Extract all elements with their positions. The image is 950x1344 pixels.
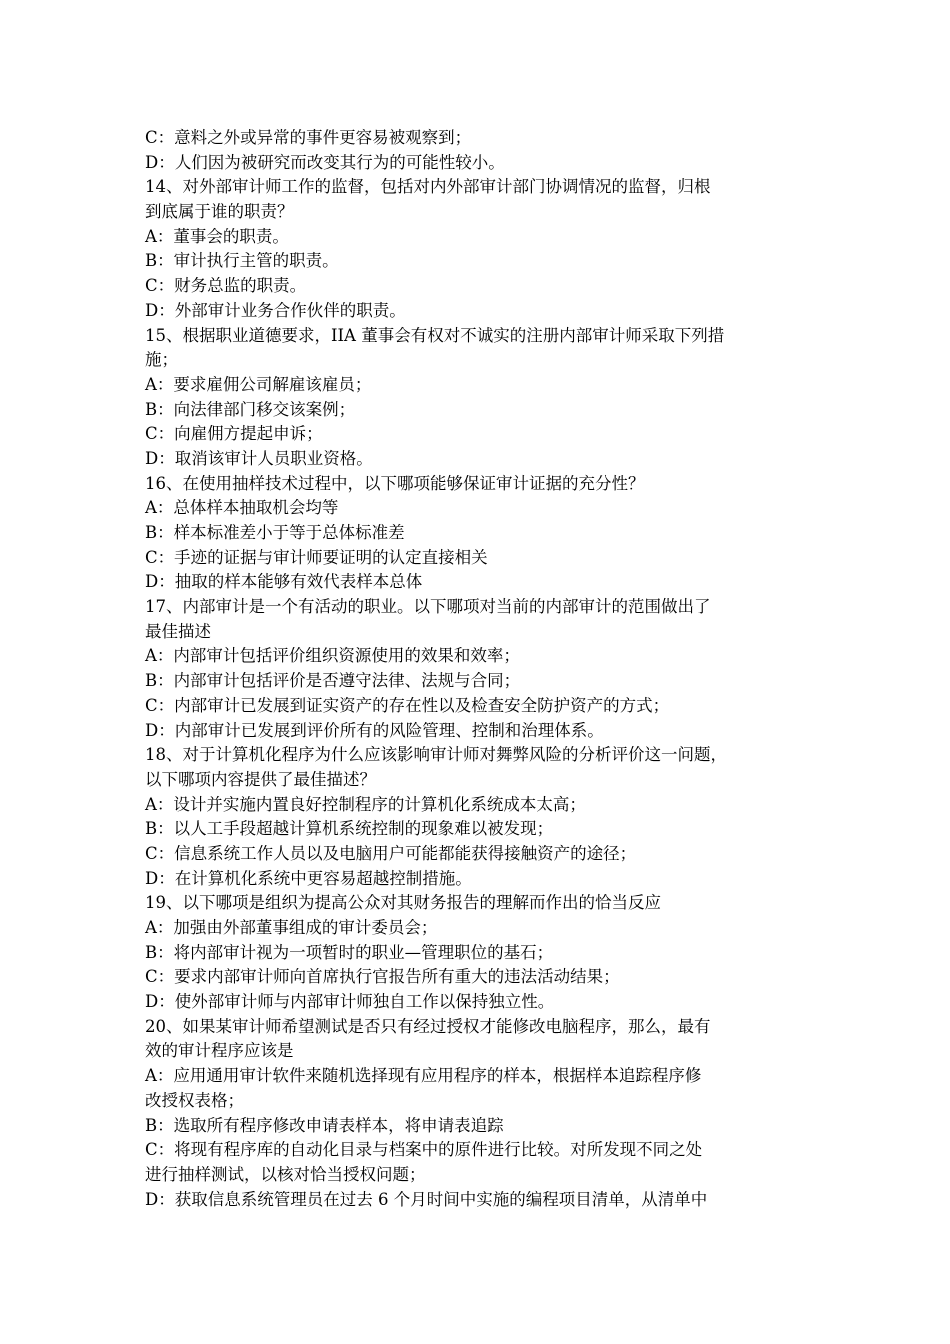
option-line: A：要求雇佣公司解雇该雇员； <box>145 374 372 394</box>
option-line: A：设计并实施内置良好控制程序的计算机化系统成本太高； <box>145 794 586 814</box>
option-line: A：总体样本抽取机会均等 <box>145 498 339 518</box>
option-line: B：将内部审计视为一项暂时的职业—管理职位的基石； <box>145 942 554 962</box>
option-line: C：内部审计已发展到证实资产的存在性以及检查安全防护资产的方式； <box>145 695 670 715</box>
question-19-line: 19、以下哪项是组织为提高公众对其财务报告的理解而作出的恰当反应 <box>145 893 661 913</box>
option-line: D：取消该审计人员职业资格。 <box>145 448 373 468</box>
question-17-line: 17、内部审计是一个有活动的职业。以下哪项对当前的内部审计的范围做出了 <box>145 597 711 617</box>
text-line: C：意料之外或异常的事件更容易被观察到； <box>145 128 472 147</box>
option-line: D：使外部审计师与内部审计师独自工作以保持独立性。 <box>145 992 555 1012</box>
question-18-line: 18、对于计算机化程序为什么应该影响审计师对舞弊风险的分析评价这一问题， <box>145 745 727 765</box>
option-line: C：信息系统工作人员以及电脑用户可能都能获得接触资产的途径； <box>145 843 637 863</box>
option-line: B：样本标准差小于等于总体标准差 <box>145 523 405 542</box>
text-line: 到底属于谁的职责？ <box>145 202 294 222</box>
option-line: B：审计执行主管的职责。 <box>145 251 339 271</box>
text-line: 施； <box>145 350 178 370</box>
text-line: 进行抽样测试，以核对恰当授权问题； <box>145 1164 426 1184</box>
option-line: D：在计算机化系统中更容易超越控制措施。 <box>145 868 472 888</box>
text-line: D：人们因为被研究而改变其行为的可能性较小。 <box>145 152 505 172</box>
question-14-line: 14、对外部审计师工作的监督，包括对内外部审计部门协调情况的监督，归根 <box>145 177 711 197</box>
option-line: B：以人工手段超越计算机系统控制的现象难以被发现； <box>145 819 554 839</box>
option-line: A：董事会的职责。 <box>145 226 289 246</box>
text-line: 最佳描述 <box>145 621 211 641</box>
option-line: C：财务总监的职责。 <box>145 276 307 296</box>
text-line: 以下哪项内容提供了最佳描述？ <box>145 769 376 789</box>
document-body <box>145 126 825 1212</box>
text-line: 改授权表格； <box>145 1090 244 1110</box>
option-line: D：获取信息系统管理员在过去 6 个月时间中实施的编程项目清单，从清单中 <box>145 1189 708 1209</box>
option-line: A：应用通用审计软件来随机选择现有应用程序的样本，根据样本追踪程序修 <box>145 1066 702 1086</box>
text-line: 效的审计程序应该是 <box>145 1041 294 1061</box>
option-line: B：选取所有程序修改申请表样本，将申请表追踪 <box>145 1115 504 1135</box>
question-15-line: 15、根据职业道德要求，IIA 董事会有权对不诚实的注册内部审计师采取下列措 <box>145 325 725 345</box>
option-line: C：将现有程序库的自动化目录与档案中的原件进行比较。对所发现不同之处 <box>145 1140 703 1160</box>
option-line: B：向法律部门移交该案例； <box>145 399 356 419</box>
option-line: A：加强由外部董事组成的审计委员会； <box>145 918 438 937</box>
option-line: D：抽取的样本能够有效代表样本总体 <box>145 572 423 592</box>
option-line: B：内部审计包括评价是否遵守法律、法规与合同； <box>145 671 521 691</box>
question-20-line: 20、如果某审计师希望测试是否只有经过授权才能修改电脑程序，那么，最有 <box>145 1016 711 1036</box>
option-line: C：手迹的证据与审计师要证明的认定直接相关 <box>145 547 488 567</box>
option-line: C：要求内部审计师向首席执行官报告所有重大的违法活动结果； <box>145 967 620 987</box>
option-line: C：向雇佣方提起申诉； <box>145 424 323 444</box>
option-line: A：内部审计包括评价组织资源使用的效果和效率； <box>145 646 520 666</box>
question-16-line: 16、在使用抽样技术过程中，以下哪项能够保证审计证据的充分性？ <box>145 473 645 493</box>
option-line: D：外部审计业务合作伙伴的职责。 <box>145 300 406 320</box>
option-line: D：内部审计已发展到评价所有的风险管理、控制和治理体系。 <box>145 720 604 740</box>
